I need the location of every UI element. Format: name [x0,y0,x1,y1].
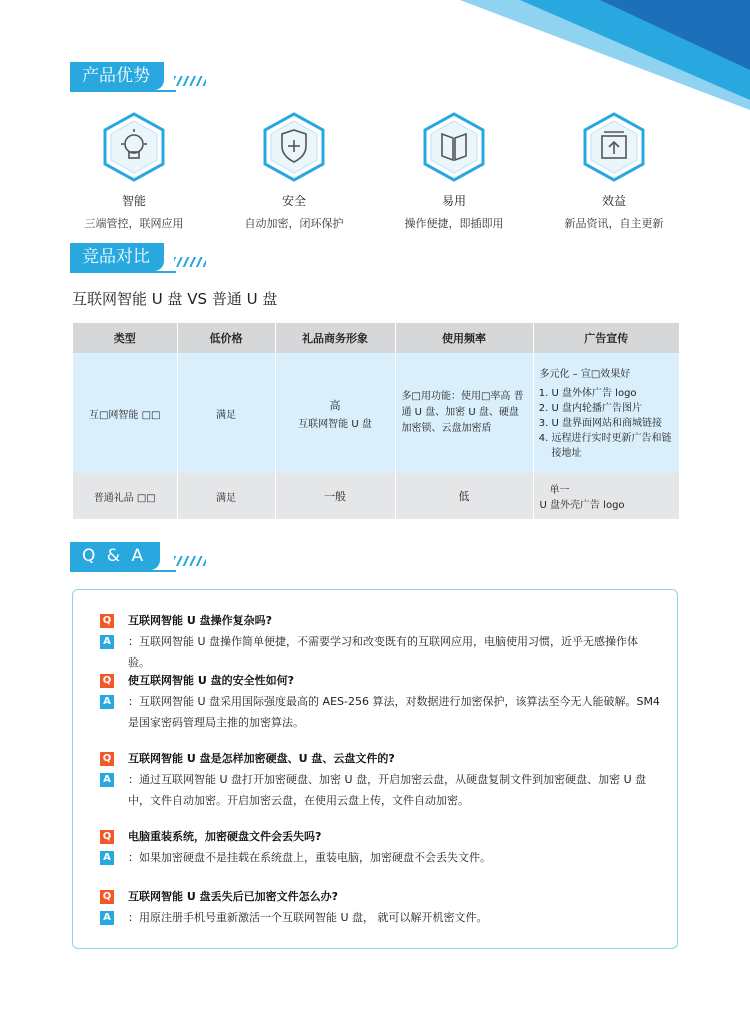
feature-title: 易用 [441,194,466,208]
table-cell [533,473,679,519]
question-badge: Q [100,614,114,628]
feature-desc: 新品资讯，自主更新 [564,217,664,230]
section-title: 竞品对比 [70,243,164,271]
qa-item [100,610,660,673]
table-cell: 满足 [177,353,275,473]
lightbulb-icon [102,112,166,182]
list-item: 1. U 盘外体广告 logo [552,386,679,401]
feature-title: 安全 [281,194,306,208]
feature-desc: 操作便捷，即插即用 [404,217,504,230]
column-header: 低价格 [177,323,275,353]
qa-item [100,826,660,868]
table-cell: 一般 [275,473,395,519]
question-text: 互联网智能 U 盘操作复杂吗? [128,614,272,627]
answer-badge: A [100,773,114,787]
answer-text: ：通过互联网智能 U 盘打开加密硬盘、加密 U 盘，开启加密云盘，从硬盘复制文件到加密硬盘、加密 U 盘中，文件自动加密。开启加密云盘，在使用云盘上传，文件自动加密。 [128,773,647,807]
table-cell: 普通礼品 □□ [73,473,177,519]
table-header-row [73,323,679,353]
upload-box-icon [582,112,646,182]
compare-heading: 互联网智能 U 盘 VS 普通 U 盘 [72,290,278,308]
table-cell [395,353,533,473]
table-cell [533,353,679,473]
column-header: 广告宣传 [533,323,679,353]
question-badge: Q [100,674,114,688]
question-text: 使互联网智能 U 盘的安全性如何? [128,674,294,687]
table-cell: 满足 [177,473,275,519]
feature-title: 效益 [601,194,626,208]
column-header: 礼品商务形象 [275,323,395,353]
table-row [73,473,679,519]
table-cell: 低 [395,473,533,519]
question-text: 电脑重装系统，加密硬盘文件会丢失吗? [128,830,322,843]
book-icon [422,112,486,182]
answer-badge: A [100,695,114,709]
answer-text: ：用原注册手机号重新激活一个互联网智能 U 盘， 就可以解开机密文件。 [128,911,488,924]
section-qa-tag [70,542,210,572]
answer-badge: A [100,851,114,865]
feature-title: 智能 [121,194,146,208]
list-item: 2. U 盘内轮播广告图片 [552,401,679,416]
table-cell: 互□网智能 □□ [73,353,177,473]
column-header: 类型 [73,323,177,353]
question-badge: Q [100,752,114,766]
section-advantages-tag [70,62,210,92]
answer-text: ：互联网智能 U 盘操作简单便捷，不需要学习和改变既有的互联网应用，电脑使用习惯，近乎无感操作体验。 [128,635,639,669]
question-text: 互联网智能 U 盘是怎样加密硬盘、U 盘、云盘文件的? [128,752,395,765]
feature-benefit [534,112,694,231]
feature-desc: 自动加密，闭环保护 [244,217,344,230]
ad-list [540,386,679,461]
qa-item [100,670,660,733]
list-item: 3. U 盘界面网站和商城链接 [552,416,679,431]
feature-desc: 三端管控，联网应用 [84,217,184,230]
table-row [73,353,679,473]
cell-line: 单一 [549,485,570,496]
feature-smart [54,112,214,231]
cell-line: U 盘外壳广告 logo [539,500,625,511]
shield-icon [262,112,326,182]
cell-main: 高 [329,398,341,412]
cell-head: 多元化 – 宣□效果好 [539,369,631,380]
cell-text: 多□用功能：使用□率高 普通 U 盘、加密 U 盘、硬盘加密锁、云盘加密盾 [401,391,524,434]
answer-text: ：互联网智能 U 盘采用国际强度最高的 AES-256 算法，对数据进行加密保护，该算法至今无人能破解。SM4 是国家密码管理局主推的加密算法。 [128,695,660,729]
question-text: 互联网智能 U 盘丢失后已加密文件怎么办? [128,890,338,903]
qa-item [100,748,660,811]
table-cell [275,353,395,473]
answer-text: ：如果加密硬盘不是挂载在系统盘上，重装电脑，加密硬盘不会丢失文件。 [128,851,491,864]
question-badge: Q [100,830,114,844]
feature-ease [374,112,534,231]
comparison-table [73,323,679,519]
qa-item [100,886,660,928]
list-item: 4. 远程进行实时更新广告和链接地址 [552,431,679,461]
column-header: 使用频率 [395,323,533,353]
feature-security [214,112,374,231]
corner-decoration [460,0,750,110]
qa-panel [72,589,678,949]
question-badge: Q [100,890,114,904]
answer-badge: A [100,911,114,925]
answer-badge: A [100,635,114,649]
section-title: 产品优势 [70,62,164,90]
section-title: Q & A [70,542,160,570]
section-compare-tag [70,243,210,273]
cell-sub: 互联网智能 U 盘 [298,418,372,430]
